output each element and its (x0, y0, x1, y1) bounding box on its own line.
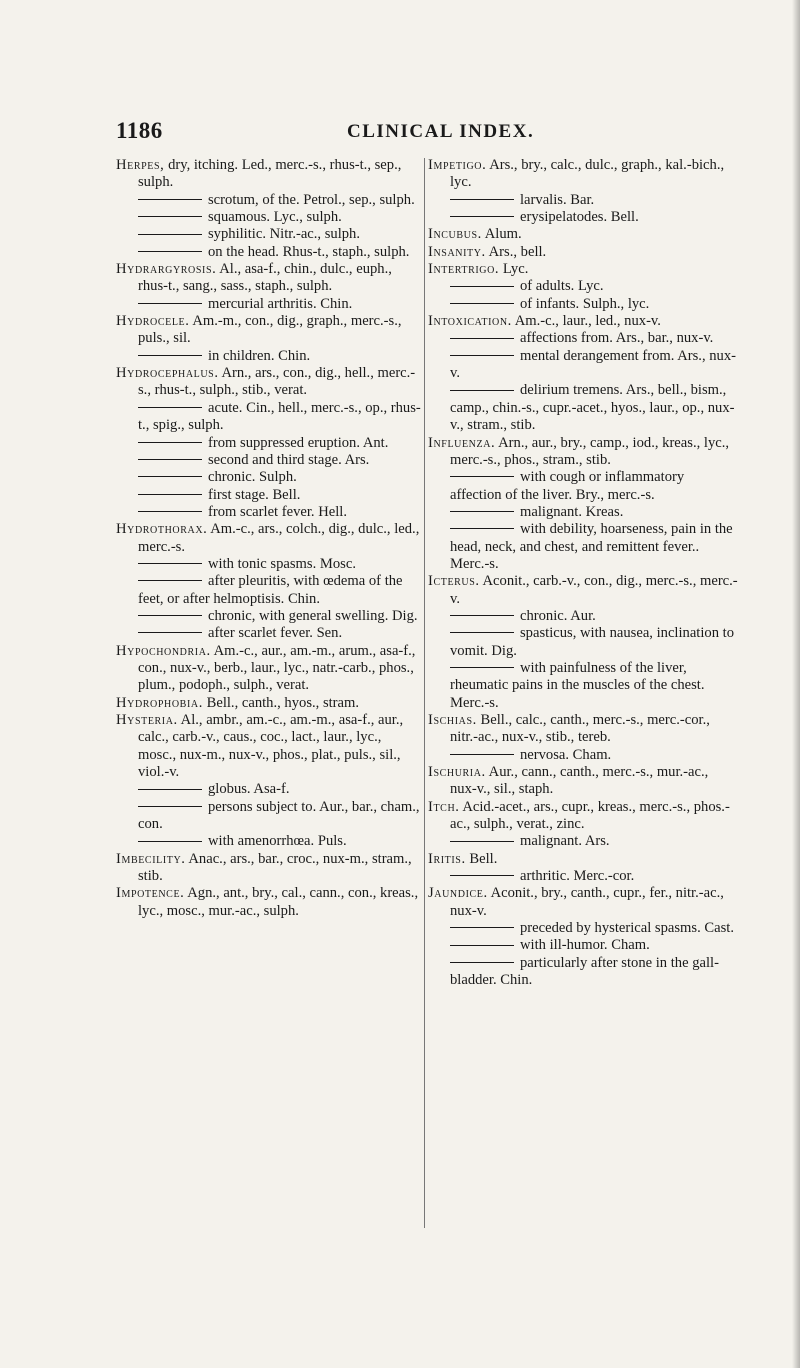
ditto-dash (450, 927, 514, 928)
entry-heading: Hydrocele. (116, 313, 190, 330)
entry-heading: Hydrocephalus. (116, 365, 219, 382)
index-subentry (116, 833, 422, 850)
ditto-dash (450, 962, 514, 963)
entry-remedies: Al., asa-f., chin., dulc., euph., rhus-t., sang., sass., staph., sulph. (138, 261, 392, 295)
index-subentry (428, 868, 738, 885)
index-subentry (116, 799, 422, 834)
entry-remedies: Aur., cann., canth., merc.-s., mur.-ac., nux-v., sil., staph. (450, 764, 709, 798)
index-subentry (116, 504, 422, 521)
ditto-dash (138, 789, 202, 790)
index-entry (116, 313, 422, 348)
column-divider (424, 158, 425, 1228)
index-subentry (116, 625, 422, 642)
entry-remedies: arthritic. Merc.-cor. (520, 868, 635, 885)
index-entry (116, 157, 422, 192)
index-entry (116, 695, 422, 712)
entry-remedies: after scarlet fever. Sen. (208, 625, 343, 642)
ditto-dash (138, 234, 202, 235)
entry-remedies: Bell. (469, 850, 498, 867)
page-header (0, 118, 800, 152)
entry-remedies: with debility, hoarseness, pain in the head, neck, and chest, and remittent fever.. Merc.-s. (450, 521, 733, 572)
ditto-dash (138, 459, 202, 460)
entry-heading: Incubus. (428, 226, 482, 243)
index-entry (428, 226, 738, 243)
index-entry (428, 244, 738, 261)
index-subentry (116, 244, 422, 261)
entry-remedies: with ill-humor. Cham. (520, 937, 650, 954)
entry-heading: Hysteria. (116, 712, 178, 728)
entry-remedies: with amenorrhœa. Puls. (208, 833, 347, 850)
index-subentry (116, 556, 422, 573)
index-subentry (428, 348, 738, 383)
ditto-dash (138, 407, 202, 408)
entry-remedies: Agn., ant., bry., cal., cann., con., kreas., lyc., mosc., mur.-ac., sulph. (138, 885, 419, 919)
right-column (428, 157, 738, 990)
ditto-dash (138, 442, 202, 443)
index-entry (116, 885, 422, 920)
ditto-dash (450, 632, 514, 633)
ditto-dash (138, 494, 202, 495)
entry-heading: Hydrophobia. (116, 694, 203, 711)
index-subentry (428, 521, 738, 573)
index-subentry (428, 382, 738, 434)
index-subentry (116, 209, 422, 226)
entry-remedies: delirium tremens. Ars., bell., bism., camp., chin.-s., cupr.-acet., hyos., laur., op., nux-v., stram., stib. (450, 382, 735, 434)
ditto-dash (450, 841, 514, 842)
ditto-dash (450, 511, 514, 512)
index-entry (428, 157, 738, 192)
index-subentry (116, 469, 422, 486)
index-subentry (428, 608, 738, 625)
entry-remedies: of infants. Sulph., lyc. (520, 295, 650, 312)
index-entry (428, 764, 738, 799)
ditto-dash (450, 667, 514, 668)
entry-remedies: with painfulness of the liver, rheumatic pains in the muscles of the chest. Merc.-s. (450, 659, 705, 711)
ditto-dash (138, 199, 202, 200)
index-entry (428, 435, 738, 470)
ditto-dash (138, 303, 202, 304)
ditto-dash (450, 615, 514, 616)
ditto-dash (450, 286, 514, 287)
index-entry (116, 365, 422, 400)
entry-heading: Icterus. (428, 573, 480, 590)
entry-remedies: Bell., canth., hyos., stram. (206, 694, 360, 711)
entry-remedies: Arn., ars., con., dig., hell., merc.-s., rhus-t., sulph., stib., verat. (138, 365, 416, 399)
entry-remedies: affections from. Ars., bar., nux-v. (520, 330, 714, 347)
index-subentry (116, 192, 422, 209)
ditto-dash (450, 355, 514, 356)
entry-heading: Hydrargyrosis. (116, 261, 217, 278)
entry-remedies: Am.-c., aur., am.-m., arum., asa-f., con., nux-v., berb., laur., lyc., natr.-carb., phos., plum., podoph., sulph., verat. (138, 642, 416, 694)
entry-heading: Hypochondria. (116, 642, 211, 659)
index-entry (116, 851, 422, 886)
entry-remedies: mercurial arthritis. Chin. (208, 295, 353, 312)
ditto-dash (450, 875, 514, 876)
entry-heading: Ischuria. (428, 764, 486, 781)
ditto-dash (138, 563, 202, 564)
index-subentry (428, 660, 738, 712)
index-entry (428, 313, 738, 330)
index-subentry (428, 192, 738, 209)
index-subentry (428, 504, 738, 521)
entry-remedies: Lyc. (502, 261, 529, 278)
entry-remedies: chronic, with general swelling. Dig. (208, 607, 418, 624)
index-subentry (116, 296, 422, 313)
index-subentry (116, 348, 422, 365)
entry-heading: Jaundice. (428, 885, 488, 902)
entry-heading: Hydrothorax. (116, 521, 208, 538)
ditto-dash (138, 841, 202, 842)
ditto-dash (138, 511, 202, 512)
entry-heading: Intertrigo. (428, 261, 500, 278)
entry-remedies: particularly after stone in the gall-bladder. Chin. (450, 954, 719, 989)
entry-remedies: from suppressed eruption. Ant. (208, 434, 389, 451)
ditto-dash (138, 251, 202, 252)
entry-remedies: Ars., bell. (488, 243, 547, 260)
entry-remedies: second and third stage. Ars. (208, 451, 370, 468)
entry-remedies: after pleuritis, with œdema of the feet, or after helmoptisis. Chin. (138, 573, 403, 607)
index-subentry (116, 781, 422, 798)
index-subentry (428, 330, 738, 347)
entry-remedies: chronic. Aur. (520, 607, 596, 624)
index-subentry (428, 747, 738, 764)
ditto-dash (138, 580, 202, 581)
entry-remedies: Anac., ars., bar., croc., nux-m., stram., stib. (138, 850, 412, 885)
entry-heading: Itch. (428, 798, 460, 815)
index-subentry (428, 955, 738, 990)
running-title: CLINICAL INDEX. (347, 121, 535, 142)
entry-remedies: Am.-c., laur., led., nux-v. (514, 313, 661, 330)
index-subentry (428, 920, 738, 937)
entry-remedies: Aconit., carb.-v., con., dig., merc.-s., merc.-v. (450, 573, 738, 607)
entry-remedies: Aconit., bry., canth., cupr., fer., nitr.-ac., nux-v. (450, 885, 724, 919)
index-subentry (116, 573, 422, 608)
index-entry (428, 712, 738, 747)
index-subentry (116, 226, 422, 243)
index-subentry (428, 278, 738, 295)
index-entry (428, 885, 738, 920)
index-subentry (428, 833, 738, 850)
entry-heading: Ischias. (428, 712, 477, 728)
index-entry (428, 261, 738, 278)
entry-remedies: malignant. Ars. (520, 833, 610, 850)
entry-remedies: preceded by hysterical spasms. Cast. (520, 920, 734, 937)
ditto-dash (450, 945, 514, 946)
ditto-dash (138, 355, 202, 356)
entry-heading: Impetigo. (428, 157, 487, 173)
index-entry (428, 799, 738, 834)
ditto-dash (450, 390, 514, 391)
entry-remedies: larvalis. Bar. (520, 191, 595, 208)
entry-remedies: globus. Asa-f. (208, 781, 290, 798)
page-number: 1186 (116, 118, 163, 143)
entry-heading: Iritis. (428, 850, 466, 867)
ditto-dash (450, 216, 514, 217)
index-subentry (428, 209, 738, 226)
entry-remedies: Am.-c., ars., colch., dig., dulc., led., merc.-s. (138, 521, 420, 555)
ditto-dash (138, 632, 202, 633)
entry-remedies: Alum. (484, 226, 522, 243)
ditto-dash (138, 615, 202, 616)
index-entry (428, 851, 738, 868)
left-column (116, 157, 422, 920)
index-entry (116, 261, 422, 296)
index-subentry (428, 469, 738, 504)
entry-heading: Imbecility. (116, 850, 186, 867)
ditto-dash (450, 338, 514, 339)
entry-remedies: from scarlet fever. Hell. (208, 503, 347, 520)
entry-remedies: Arn., aur., bry., camp., iod., kreas., lyc., merc.-s., phos., stram., stib. (450, 434, 730, 468)
entry-heading: Impotence. (116, 885, 185, 902)
entry-remedies: acute. Cin., hell., merc.-s., op., rhus-t., spig., sulph. (138, 399, 421, 434)
entry-remedies: Bell., calc., canth., merc.-s., merc.-cor., nitr.-ac., nux-v., stib., tereb. (450, 712, 710, 746)
entry-remedies: with tonic spasms. Mosc. (208, 555, 356, 572)
ditto-dash (450, 528, 514, 529)
ditto-dash (138, 216, 202, 217)
index-subentry (428, 296, 738, 313)
ditto-dash (450, 303, 514, 304)
entry-remedies: chronic. Sulph. (208, 469, 297, 486)
entry-remedies: of adults. Lyc. (520, 278, 604, 295)
index-subentry (428, 625, 738, 660)
entry-remedies: Acid.-acet., ars., cupr., kreas., merc.-s., phos.-ac., sulph., verat., zinc. (450, 798, 730, 833)
entry-heading: Insanity. (428, 243, 486, 260)
entry-remedies: with cough or inflammatory affection of the liver. Bry., merc.-s. (450, 469, 685, 503)
entry-remedies: squamous. Lyc., sulph. (208, 209, 342, 226)
entry-remedies: persons subject to. Aur., bar., cham., con. (138, 798, 420, 833)
entry-heading: Intoxication. (428, 313, 512, 330)
ditto-dash (450, 476, 514, 477)
entry-remedies: Ars., bry., calc., dulc., graph., kal.-bich., lyc. (450, 157, 725, 191)
index-subentry (116, 487, 422, 504)
entry-remedies: erysipelatodes. Bell. (520, 209, 639, 226)
entry-remedies: on the head. Rhus-t., staph., sulph. (208, 243, 410, 260)
ditto-dash (138, 806, 202, 807)
entry-remedies: scrotum, of the. Petrol., sep., sulph. (208, 191, 415, 208)
index-subentry (116, 608, 422, 625)
entry-remedies: Am.-m., con., dig., graph., merc.-s., puls., sil. (138, 313, 402, 347)
entry-remedies: spasticus, with nausea, inclination to vomit. Dig. (450, 625, 735, 659)
index-subentry (116, 400, 422, 435)
index-subentry (428, 937, 738, 954)
ditto-dash (450, 199, 514, 200)
entry-remedies: dry, itching. Led., merc.-s., rhus-t., sep., sulph. (138, 157, 402, 191)
ditto-dash (138, 476, 202, 477)
index-entry (116, 643, 422, 695)
index-subentry (116, 452, 422, 469)
page-edge-shadow (792, 0, 800, 1368)
entry-remedies: Al., ambr., am.-c., am.-m., asa-f., aur., calc., carb.-v., caus., coc., lact., laur., lyc., mosc., nux-m., nux-v., phos., plat., puls., sil., viol.-v. (138, 712, 404, 781)
entry-remedies: nervosa. Cham. (520, 746, 612, 763)
entry-remedies: in children. Chin. (208, 347, 311, 364)
entry-remedies: mental derangement from. Ars., nux-v. (450, 347, 737, 382)
entry-remedies: syphilitic. Nitr.-ac., sulph. (208, 226, 361, 243)
index-subentry (116, 435, 422, 452)
index-entry (116, 712, 422, 781)
entry-remedies: first stage. Bell. (208, 486, 301, 503)
ditto-dash (450, 754, 514, 755)
index-entry (428, 573, 738, 608)
entry-heading: Influenza. (428, 434, 496, 451)
entry-remedies: malignant. Kreas. (520, 503, 624, 520)
index-entry (116, 521, 422, 556)
entry-heading: Herpes, (116, 157, 165, 173)
